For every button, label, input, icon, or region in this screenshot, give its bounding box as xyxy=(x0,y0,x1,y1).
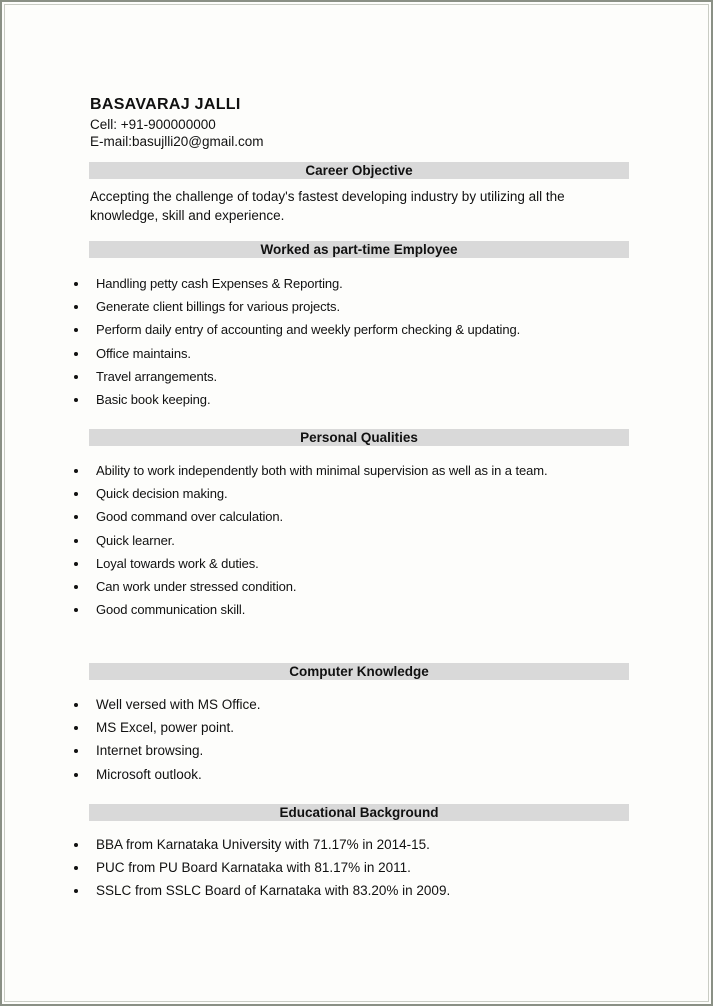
bullet-icon xyxy=(74,585,78,589)
list-item: Quick decision making. xyxy=(72,482,547,505)
career-objective-text: Accepting the challenge of today's fastest developing industry by utilizing all the knowledge, skill and experience. xyxy=(90,189,565,223)
bullet-icon xyxy=(74,375,78,379)
list-item: Handling petty cash Expenses & Reporting. xyxy=(72,272,520,295)
list-item: Quick learner. xyxy=(72,529,547,552)
bullet-icon xyxy=(74,282,78,286)
bullet-icon xyxy=(74,703,78,707)
list-item: Generate client billings for various projects. xyxy=(72,295,520,318)
list-item: Loyal towards work & duties. xyxy=(72,552,547,575)
bullet-icon xyxy=(74,608,78,612)
list-item: BBA from Karnataka University with 71.17% in 2014-15. xyxy=(72,833,450,856)
qualities-list xyxy=(72,459,547,621)
bullet-icon xyxy=(74,889,78,893)
bullet-icon xyxy=(74,492,78,496)
education-heading: Educational Background xyxy=(89,804,629,821)
list-item: Can work under stressed condition. xyxy=(72,575,547,598)
list-item: Ability to work independently both with minimal supervision as well as in a team. xyxy=(72,459,547,482)
list-item: PUC from PU Board Karnataka with 81.17% in 2011. xyxy=(72,856,450,879)
list-item: SSLC from SSLC Board of Karnataka with 83.20% in 2009. xyxy=(72,879,450,902)
bullet-icon xyxy=(74,352,78,356)
career-objective-heading: Career Objective xyxy=(89,162,629,179)
list-item: Perform daily entry of accounting and weekly perform checking & updating. xyxy=(72,318,520,341)
bullet-icon xyxy=(74,515,78,519)
list-item: Microsoft outlook. xyxy=(72,763,261,786)
bullet-icon xyxy=(74,749,78,753)
list-item: Internet browsing. xyxy=(72,739,261,762)
bullet-icon xyxy=(74,398,78,402)
bullet-icon xyxy=(74,562,78,566)
list-item: Good communication skill. xyxy=(72,598,547,621)
email-address: E-mail:basujlli20@gmail.com xyxy=(90,134,264,149)
list-item: Well versed with MS Office. xyxy=(72,693,261,716)
list-item: Travel arrangements. xyxy=(72,365,520,388)
list-item: MS Excel, power point. xyxy=(72,716,261,739)
bullet-icon xyxy=(74,305,78,309)
bullet-icon xyxy=(74,539,78,543)
work-list xyxy=(72,272,520,411)
bullet-icon xyxy=(74,469,78,473)
work-heading: Worked as part-time Employee xyxy=(89,241,629,258)
list-item: Good command over calculation. xyxy=(72,505,547,528)
qualities-heading: Personal Qualities xyxy=(89,429,629,446)
cell-number: Cell: +91-900000000 xyxy=(90,117,216,132)
list-item: Office maintains. xyxy=(72,342,520,365)
bullet-icon xyxy=(74,773,78,777)
computer-heading: Computer Knowledge xyxy=(89,663,629,680)
bullet-icon xyxy=(74,726,78,730)
bullet-icon xyxy=(74,843,78,847)
list-item: Basic book keeping. xyxy=(72,388,520,411)
education-list xyxy=(72,833,450,903)
computer-list xyxy=(72,693,261,786)
bullet-icon xyxy=(74,328,78,332)
bullet-icon xyxy=(74,866,78,870)
resume-header xyxy=(90,96,264,150)
candidate-name: BASAVARAJ JALLI xyxy=(90,96,241,113)
